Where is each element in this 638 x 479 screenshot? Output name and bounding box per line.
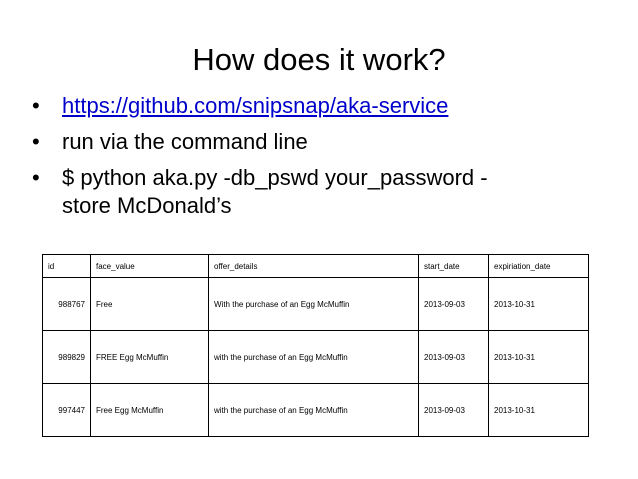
slide-title: How does it work? (192, 42, 446, 77)
offers-table (42, 254, 589, 437)
header-expiration-date: expiriation_date (489, 255, 589, 278)
command-text-continuation: store McDonald’s (62, 193, 232, 218)
table-header-row (43, 255, 589, 278)
cell-offer-details: with the purchase of an Egg McMuffin (209, 384, 419, 437)
header-offer-details: offer_details (209, 255, 419, 278)
cell-face-value: Free Egg McMuffin (91, 384, 209, 437)
bullet-icon: • (32, 129, 40, 154)
cell-start-date: 2013-09-03 (419, 384, 489, 437)
bullet-icon: • (32, 93, 40, 118)
table-row (43, 278, 589, 331)
repo-link[interactable]: https://github.com/snipsnap/aka-service (62, 93, 449, 118)
bullet-item-command-line (30, 128, 620, 156)
cell-offer-details: With the purchase of an Egg McMuffin (209, 278, 419, 331)
bullet-list (30, 92, 620, 228)
cell-start-date: 2013-09-03 (419, 278, 489, 331)
cell-offer-details: with the purchase of an Egg McMuffin (209, 331, 419, 384)
bullet-text: run via the command line (62, 129, 308, 154)
cell-id: 989829 (43, 331, 91, 384)
cell-id: 997447 (43, 384, 91, 437)
header-face-value: face_value (91, 255, 209, 278)
cell-start-date: 2013-09-03 (419, 331, 489, 384)
header-id: id (43, 255, 91, 278)
command-text: $ python aka.py -db_pswd your_password - (62, 165, 488, 190)
cell-expiration-date: 2013-10-31 (489, 278, 589, 331)
bullet-icon: • (32, 165, 40, 190)
cell-expiration-date: 2013-10-31 (489, 331, 589, 384)
cell-face-value: FREE Egg McMuffin (91, 331, 209, 384)
cell-id: 988767 (43, 278, 91, 331)
cell-expiration-date: 2013-10-31 (489, 384, 589, 437)
bullet-item-command (30, 164, 620, 220)
header-start-date: start_date (419, 255, 489, 278)
table-row (43, 331, 589, 384)
table-row (43, 384, 589, 437)
cell-face-value: Free (91, 278, 209, 331)
bullet-item-repo-link (30, 92, 620, 120)
